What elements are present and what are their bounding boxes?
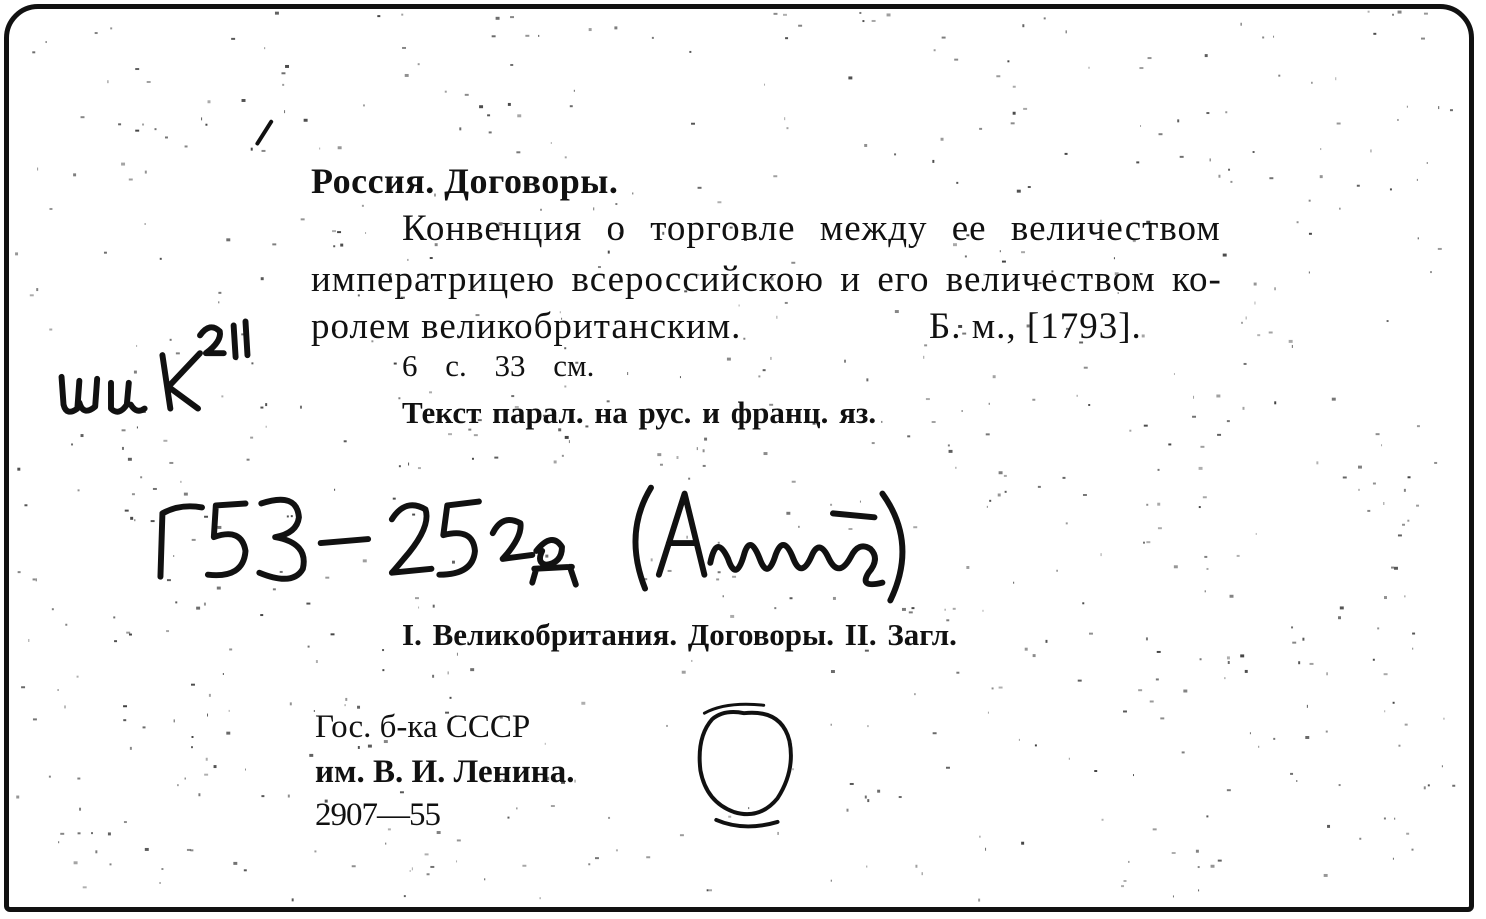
pen-mark [257, 122, 271, 144]
tracings: I. Великобритания. Договоры. II. Загл. [402, 617, 957, 652]
catalog-card [4, 4, 1474, 912]
card-heading: Россия. Договоры. [311, 161, 619, 201]
handwritten-shelf-mark [62, 322, 248, 412]
handwritten-call-number [160, 488, 902, 601]
title-line-2: императрицею всероссийскою и его величеством ко- [311, 259, 1222, 300]
title-line-1: Конвенция о торговле между ее величеством [402, 208, 1221, 249]
library-line-1: Гос. б-ка СССР [315, 709, 531, 745]
library-line-2: им. В. И. Ленина. [315, 754, 575, 790]
circle-stamp [700, 704, 791, 826]
language-note: Текст парал. на рус. и франц. яз. [402, 395, 877, 430]
card-number: 2907—55 [315, 797, 440, 833]
handwritten-annotations [9, 9, 1469, 907]
imprint: Б. м., [1793]. [929, 306, 1142, 347]
title-line-3-text: ролем великобританским. [311, 306, 742, 347]
collation: 6 с. 33 см. [402, 348, 595, 383]
